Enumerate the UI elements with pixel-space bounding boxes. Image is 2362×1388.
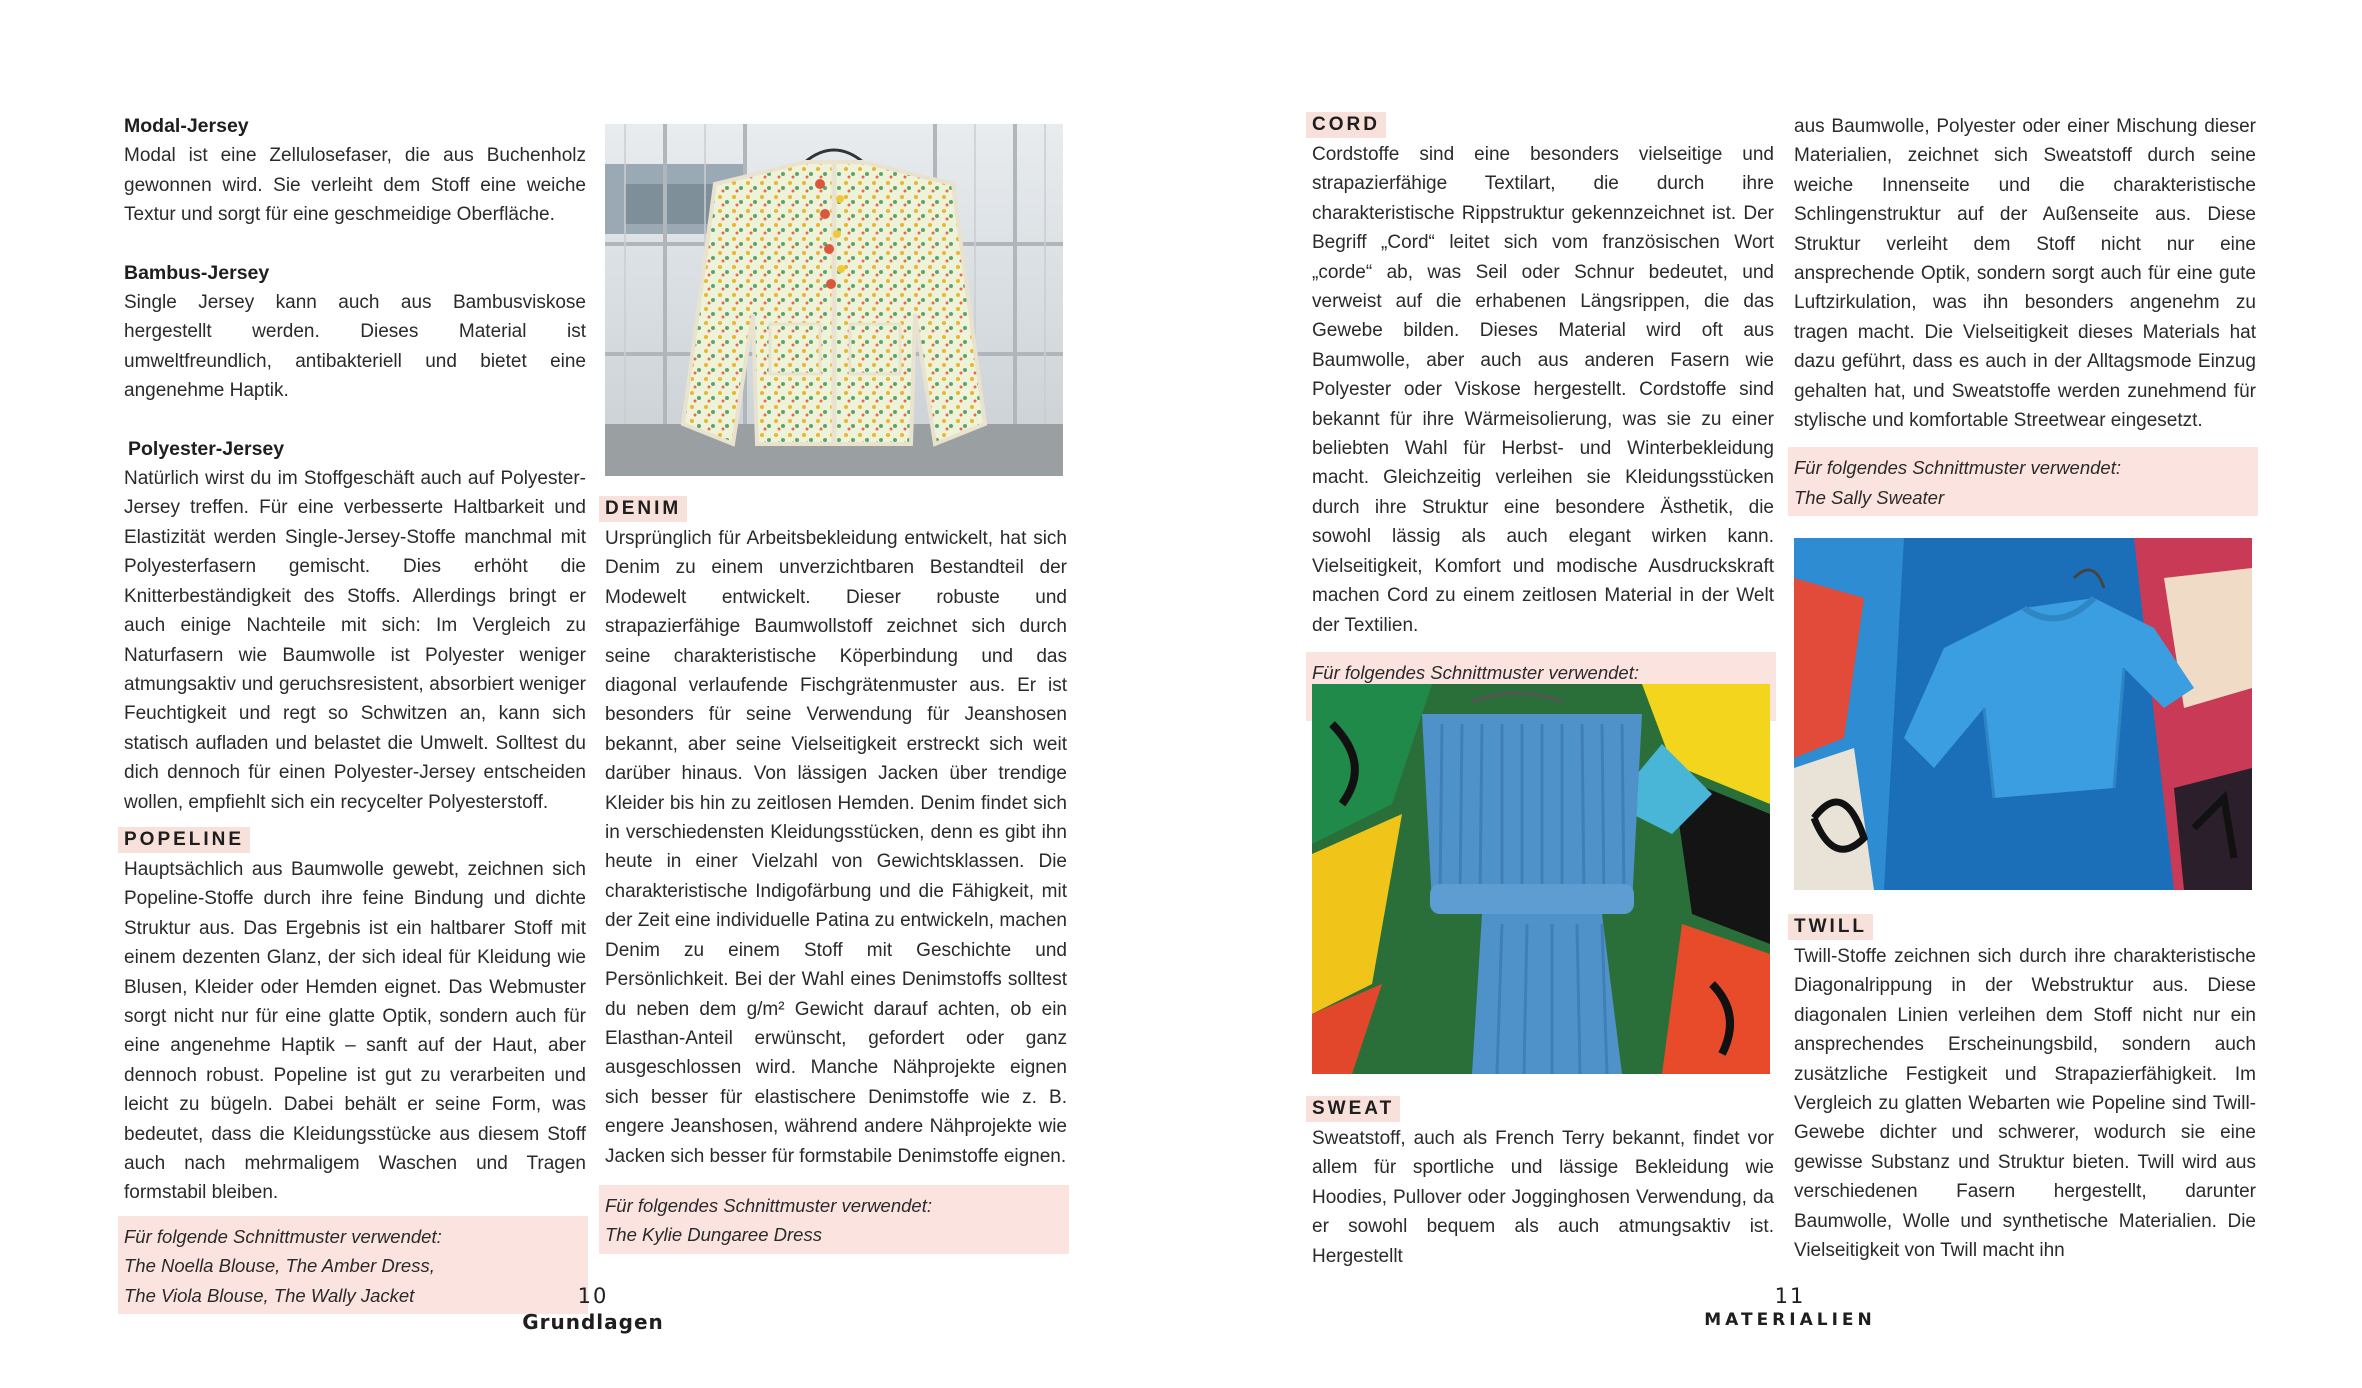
- popeline-text: Hauptsächlich aus Baumwolle gewebt, zeichnen sich Popeline-Stoffe durch ihre feine Bindung und dichte Struktur aus. Das Ergebnis ist ein haltbarer Stoff mit einem dezenten Glanz, der sich ideal für Kleidung wie Blusen, Kleider oder Hemden eignet. Das Webmuster sorgt nicht nur für eine glatte Optik, sondern auch für eine angenehme Haptik – sanft auf der Haut, aber dennoch robust. Popeline ist gut zu verarbeiten und leicht zu bügeln. Dabei behält er seine Form, was bedeutet, dass die Kleidungsstücke aus diesem Stoff auch nach mehrmaligem Waschen und Tragen formstabil bleiben.: [124, 858, 586, 1204]
- twill-text: Twill-Stoffe zeichnen sich durch ihre charakteristische Diagonalrippung in der Webstruktur aus. Diese diagonalen Linien verleihen dem Stoff nicht nur ein ansprechendes Erscheinungsbild, sondern auch zusätzliche Festigkeit und Strapazierfähigkeit. Im Vergleich zu glatten Webarten wie Popeline sind Twill-Gewebe dichter und schwerer, wodurch sie eine gewisse Substanz und Struktur bieten. Twill wird aus verschiedenen Fasern hergestellt, darunter Baumwolle, Wolle und synthetische Materialien. Die Vielseitigkeit von Twill macht ihn: [1794, 946, 2256, 1262]
- popeline-heading: POPELINE: [118, 827, 250, 853]
- sweat-pattern-note: [1788, 447, 2258, 516]
- note-line: Für folgendes Schnittmuster verwendet:: [1312, 661, 1639, 683]
- sweat-heading: SWEAT: [1306, 1096, 1400, 1122]
- modal-jersey-title: Modal-Jersey: [124, 115, 249, 137]
- sweat-text: Sweatstoff, auch als French Terry bekannt, findet vor allem für sportliche und lässige Bekleidung wie Hoodies, Pullover oder Jogginghosen Verwendung, da er sowohl bequem als auch atmungsaktiv ist. Hergestellt: [1312, 1128, 1774, 1267]
- bambus-jersey-text: Single Jersey kann auch aus Bambusviskose hergestellt werden. Dieses Material ist umweltfreundlich, antibakteriell und bietet eine angenehme Haptik.: [124, 292, 586, 402]
- running-head: Grundlagen: [522, 1310, 664, 1334]
- note-line: The Viola Blouse, The Wally Jacket: [124, 1284, 415, 1306]
- quilted-jacket-photo: [605, 124, 1063, 476]
- page-number: 11: [1774, 1284, 1806, 1308]
- twill-heading: TWILL: [1788, 914, 1873, 940]
- polyester-jersey-title: Polyester-Jersey: [128, 437, 285, 460]
- denim-pattern-note: [599, 1185, 1069, 1254]
- cord-text: Cordstoffe sind eine besonders vielseitige und strapazierfähige Textilart, die durch ihre charakteristische Rippstruktur gekennzeichnet ist. Der Begriff „Cord“ leitet sich vom französischen Wort „corde“ ab, was Seil oder Schnur bedeutet, und verweist auf die erhabenen Längsrippen, die das Gewebe bilden. Dieses Material wird oft aus Baumwolle, aber auch aus anderen Fasern wie Polyester oder Viskose hergestellt. Cordstoffe sind bekannt für ihre Wärmeisolierung, was sie zu einer beliebten Wahl für Herbst- und Winterbekleidung macht. Gleichzeitig verleihen sie Kleidungsstücken durch ihre Struktur eine besondere Ästhetik, die sowohl lässig als auch elegant wirken kann. Vielseitigkeit, Komfort und modische Ausdruckskraft machen Cord zu einem zeitlosen Material in der Welt der Textilien.: [1312, 144, 1774, 636]
- cord-heading: CORD: [1306, 112, 1386, 138]
- left-folio: [493, 1284, 693, 1334]
- sweat-text-continued: aus Baumwolle, Polyester oder einer Mischung dieser Materialien, zeichnet sich Sweatstoff durch seine weiche Innenseite und die charakteristische Schlingenstruktur auf der Außenseite aus. Diese Struktur verleiht dem Stoff nicht nur eine ansprechende Optik, sondern sorgt auch für eine gute Luftzirkulation, was ihn besonders angenehm zu tragen macht. Die Vielseitigkeit dieses Materials hat dazu geführt, dass es auch in der Alltagsmode Einzug gehalten hat, und Sweatstoffe werden zunehmend für stylische und komfortable Streetwear eingesetzt.: [1794, 116, 2256, 432]
- note-line: The Kylie Dungaree Dress: [605, 1224, 822, 1246]
- right-column-1: [1312, 112, 1774, 721]
- right-column-1-lower: [1312, 1096, 1774, 1271]
- note-line: The Sally Sweater: [1794, 486, 1945, 508]
- page-number: 10: [577, 1284, 609, 1308]
- left-column-2: [605, 496, 1067, 1254]
- polyester-jersey-text: Natürlich wirst du im Stoffgeschäft auch auf Polyester-Jersey treffen. Für eine verbesserte Haltbarkeit und Elastizität werden Single-Jersey-Stoffe manchmal mit Polyesterfasern gemischt. Dies erhöht die Knitterbeständigkeit des Stoffs. Allerdings bringt er auch einige Nachteile mit sich: Im Vergleich zu Naturfasern wie Baumwolle ist Polyester weniger atmungsaktiv und geruchsresistent, absorbiert weniger Feuchtigkeit und regt so Schwitzen an, kann sich statisch aufladen und belastet die Umwelt. Solltest du dich dennoch für einen Polyester-Jersey entscheiden wollen, empfiehlt sich ein recycelter Polyesterstoff.: [124, 468, 586, 813]
- corduroy-pants-photo: [1312, 684, 1770, 1074]
- bambus-jersey-title: Bambus-Jersey: [124, 261, 270, 284]
- denim-heading: DENIM: [599, 496, 687, 522]
- sweater-photo: [1794, 538, 2252, 890]
- running-head: MATERIALIEN: [1704, 1310, 1876, 1330]
- note-line: Für folgende Schnittmuster verwendet:: [124, 1225, 442, 1247]
- right-folio: [1680, 1284, 1900, 1330]
- modal-jersey-text: Modal ist eine Zellulosefaser, die aus Buchenholz gewonnen wird. Sie verleiht dem Stoff eine weiche Textur und sorgt für eine geschmeidige Oberfläche.: [124, 145, 586, 226]
- right-column-2-lower: [1794, 914, 2256, 1265]
- right-column-2: [1794, 112, 2256, 516]
- note-line: Für folgendes Schnittmuster verwendet:: [1794, 457, 2121, 479]
- note-line: The Noella Blouse, The Amber Dress,: [124, 1255, 435, 1277]
- left-column-1: [124, 112, 586, 1314]
- note-line: Für folgendes Schnittmuster verwendet:: [605, 1194, 932, 1216]
- denim-text: Ursprünglich für Arbeitsbekleidung entwickelt, hat sich Denim zu einem unverzichtbaren Bestandteil der Modewelt entwickelt. Dieser robuste und strapazierfähige Baumwollstoff zeichnet sich durch seine charakteristische Köperbindung und das diagonal verlaufende Fischgrätenmuster aus. Er ist besonders für seine Verwendung für Jeanshosen bekannt, aber seine Vielseitigkeit erstreckt sich weit darüber hinaus. Von lässigen Jacken über trendige Kleider bis hin zu zeitlosen Hemden. Denim findet sich in verschiedensten Kleidungsstücken, denn es gibt ihn heute in einer Vielzahl von Gewichtsklassen. Die charakteristische Indigofärbung und die Fähigkeit, mit der Zeit eine individuelle Patina zu entwickeln, machen Denim zu einem Stoff mit Geschichte und Persönlichkeit. Bei der Wahl eines Denimstoffs solltest du neben dem g/m² Gewicht darauf achten, ob ein Elasthan-Anteil erwünscht, gefordert oder ganz ausgeschlossen wird. Manche Nähprojekte eignen sich besser für elastischere Denimstoffe wie z. B. engere Jeanshosen, während andere Nähprojekte wie Jacken sich besser für formstabile Denimstoffe eignen.: [605, 528, 1067, 1167]
